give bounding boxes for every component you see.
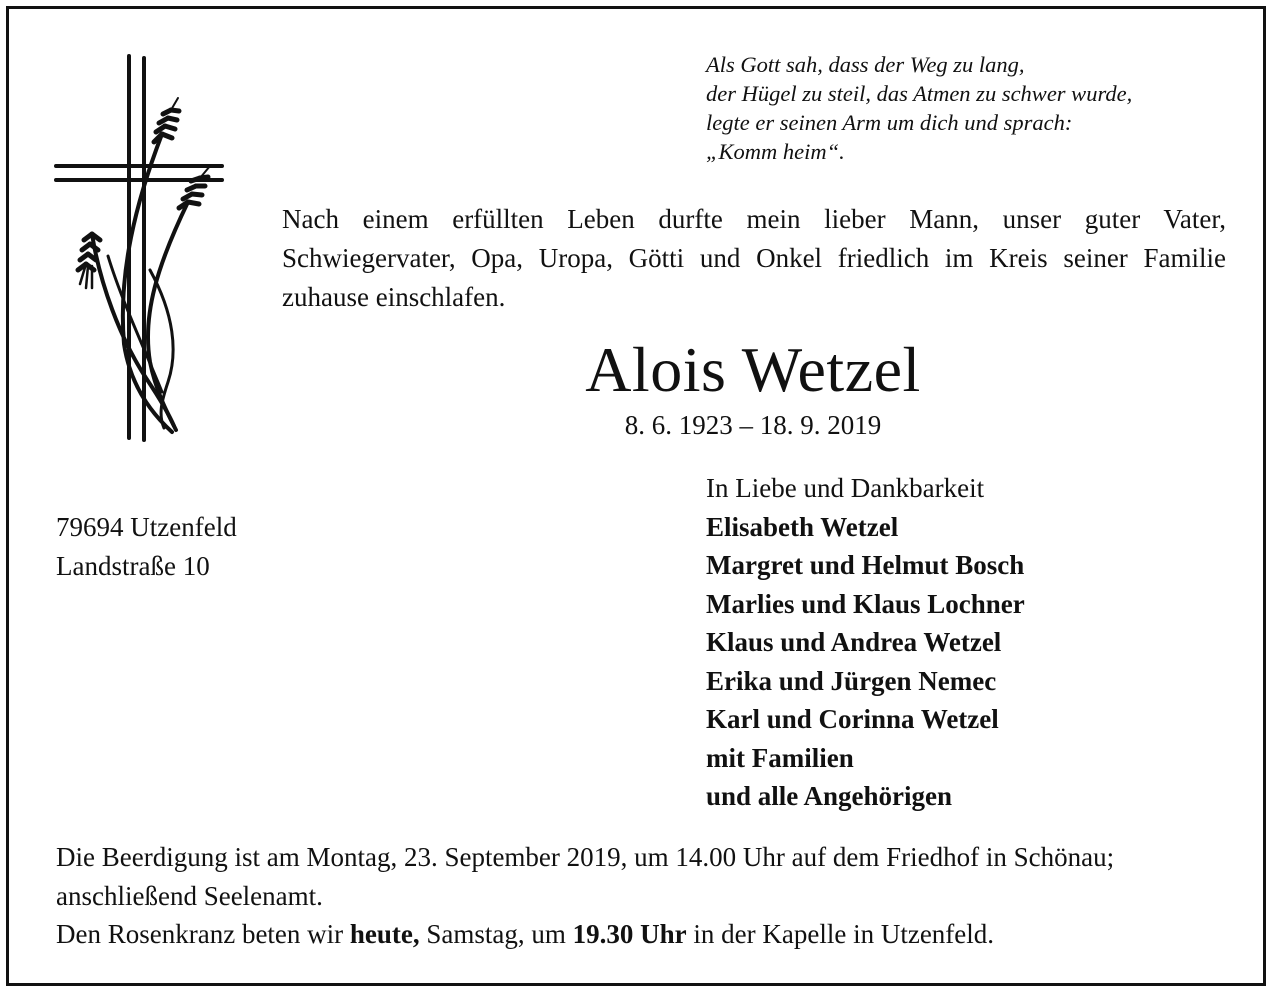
mourner-name: Karl und Corinna Wetzel [706, 704, 999, 734]
mourner-name: Klaus und Andrea Wetzel [706, 627, 1002, 657]
poem-line: Als Gott sah, dass der Weg zu lang, [706, 52, 1025, 77]
address-city: 79694 Utzenfeld [56, 512, 237, 542]
mourners-block [706, 469, 1025, 816]
poem-line: legte er seinen Arm um dich und sprach: [706, 110, 1073, 135]
address-block [56, 508, 237, 585]
rosary-text: in der Kapelle in Utzenfeld. [686, 919, 995, 949]
poem [706, 50, 1246, 166]
rosary-text: Samstag, um [419, 919, 573, 949]
address-street: Landstraße 10 [56, 550, 210, 581]
rosary-text: Den Rosenkranz beten wir [56, 919, 350, 949]
mourner-name: Elisabeth Wetzel [706, 511, 899, 542]
funeral-line-2: anschließend Seelenamt. [56, 880, 323, 911]
intro-text: Nach einem erfüllten Leben durfte mein lieber Mann, unser guter Vater, Schwiegervater, Opa, Uropa, Götti und Onkel friedlich im Kreis seiner Familie zuhause einschlafen. [282, 204, 1226, 312]
mourner-name: Margret und Helmut Bosch [706, 550, 1025, 580]
rosary-line [56, 915, 1228, 954]
funeral-line-1: Die Beerdigung ist am Montag, 23. September 2019, um 14.00 Uhr auf dem Friedhof in Schönau; [56, 842, 1115, 872]
mourner-name: Marlies und Klaus Lochner [706, 588, 1025, 619]
deceased-dates: 8. 6. 1923 – 18. 9. 2019 [624, 410, 882, 440]
poem-line: der Hügel zu steil, das Atmen zu schwer wurde, [706, 81, 1133, 106]
mourners-intro: In Liebe und Dankbarkeit [706, 473, 985, 503]
cross-with-wheat-icon [50, 52, 232, 448]
mourner-name: und alle Angehörigen [706, 781, 953, 811]
poem-line: „Komm heim“. [706, 139, 845, 164]
mourner-name: mit Familien [706, 742, 854, 773]
rosary-time: 19.30 Uhr [572, 919, 687, 949]
rosary-day: heute, [349, 919, 420, 949]
deceased-name: Alois Wetzel [585, 334, 921, 405]
mourner-name: Erika und Jürgen Nemec [706, 665, 997, 696]
funeral-info [56, 838, 1228, 954]
